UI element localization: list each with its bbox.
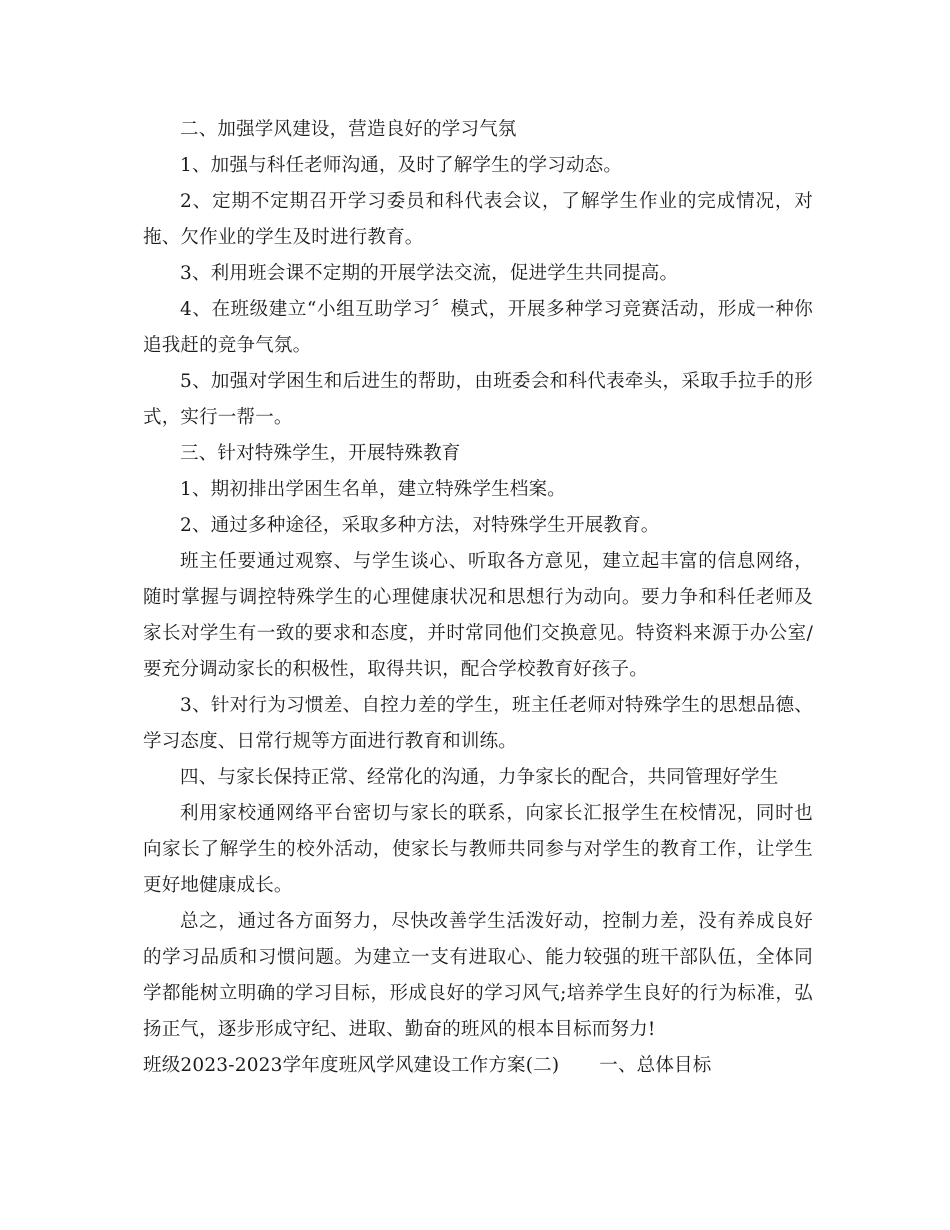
- document-title-line: [143, 1048, 813, 1084]
- paragraph: 1、期初排出学困生名单，建立特殊学生档案。: [180, 479, 566, 500]
- document-body: [143, 112, 813, 1084]
- plan-title: 班级2023-2023学年度班风学风建设工作方案(二): [143, 1055, 560, 1076]
- section-heading-1: 一、总体目标: [599, 1055, 712, 1076]
- paragraph: 班主任要通过观察、与学生谈心、听取各方意见，建立起丰富的信息网络，随时掌握与调控特殊学生的心理健康状况和思想行为动向。要力争和科任老师及家长对学生有一致的要求和态度，并时常同他们交换意见。特资料来源于办公室/要充分调动家长的积极性，取得共识，配合学校教育好孩子。: [143, 551, 813, 680]
- section-heading-4: 四、与家长保持正常、经常化的沟通，力争家长的配合，共同管理好学生: [180, 767, 779, 788]
- paragraph: 3、利用班会课不定期的开展学法交流，促进学生共同提高。: [180, 263, 679, 284]
- paragraph: 2、通过多种途径，采取多种方法，对特殊学生开展教育。: [180, 515, 660, 536]
- paragraph: 2、定期不定期召开学习委员和科代表会议，了解学生作业的完成情况，对拖、欠作业的学生及时进行教育。: [143, 191, 813, 248]
- paragraph: 总之，通过各方面努力，尽快改善学生活泼好动，控制力差，没有养成良好的学习品质和习惯问题。为建立一支有进取心、能力较强的班干部队伍，全体同学都能树立明确的学习目标，形成良好的学习风气;培养学生良好的行为标准，弘扬正气，逐步形成守纪、进取、勤奋的班风的根本目标而努力!: [143, 911, 813, 1040]
- paragraph: 1、加强与科任老师沟通，及时了解学生的学习动态。: [180, 155, 623, 176]
- section-heading-3: 三、针对特殊学生，开展特殊教育: [180, 443, 461, 464]
- paragraph: 3、针对行为习惯差、自控力差的学生，班主任老师对特殊学生的思想品德、学习态度、日常行规等方面进行教育和训练。: [143, 695, 813, 752]
- section-heading-2: 二、加强学风建设，营造良好的学习气氛: [180, 119, 517, 140]
- paragraph: 4、在班级建立“小组互助学习〞模式，开展多种学习竞赛活动，形成一种你追我赶的竞争气氛。: [143, 299, 813, 356]
- paragraph: 5、加强对学困生和后进生的帮助，由班委会和科代表牵头，采取手拉手的形式，实行一帮一。: [143, 371, 813, 428]
- paragraph: 利用家校通网络平台密切与家长的联系，向家长汇报学生在校情况，同时也向家长了解学生的校外活动，使家长与教师共同参与对学生的教育工作，让学生更好地健康成长。: [143, 803, 813, 896]
